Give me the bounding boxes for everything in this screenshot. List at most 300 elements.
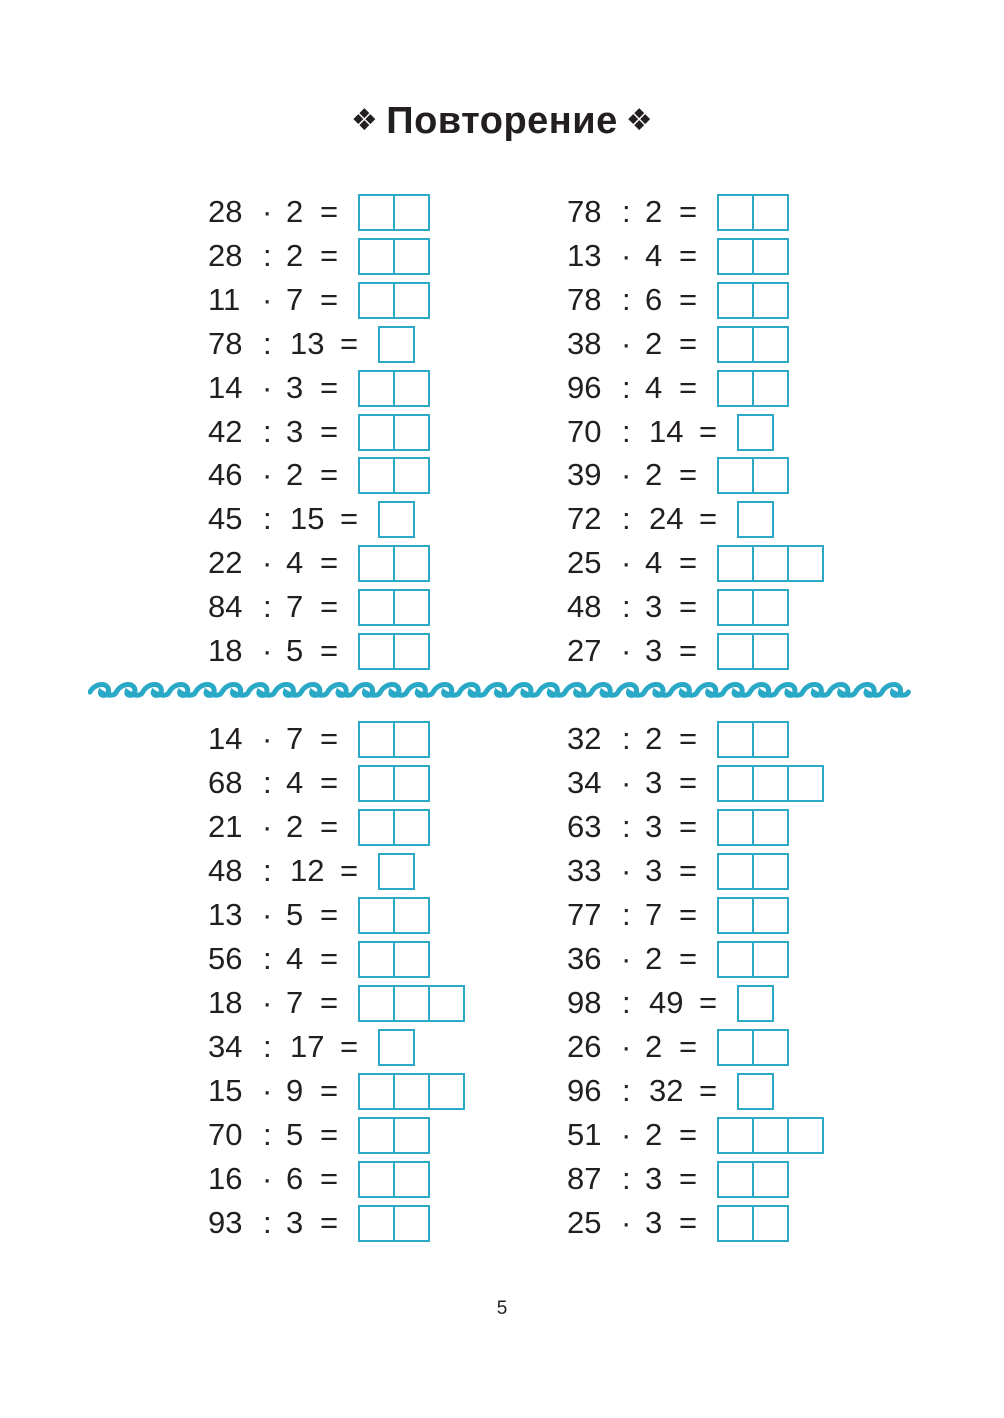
- equals-sign: =: [679, 237, 698, 273]
- answer-boxes: [358, 633, 430, 669]
- answer-digit-box[interactable]: [428, 1073, 465, 1110]
- equals-sign: =: [679, 721, 698, 756]
- operand-a: 36: [567, 941, 602, 976]
- equals-sign: =: [699, 985, 718, 1020]
- answer-digit-box[interactable]: [358, 1205, 395, 1242]
- equals-sign: =: [340, 501, 359, 537]
- answer-digit-box[interactable]: [393, 809, 430, 846]
- answer-boxes: [358, 721, 430, 757]
- answer-digit-box[interactable]: [358, 941, 395, 978]
- operand-b: 3: [286, 369, 304, 405]
- operand-b: 3: [286, 413, 304, 449]
- answer-boxes: [717, 1117, 824, 1153]
- answer-digit-box[interactable]: [717, 238, 754, 275]
- answer-digit-box[interactable]: [358, 1117, 395, 1154]
- answer-boxes: [358, 238, 430, 274]
- operand-b: 32: [649, 1073, 684, 1108]
- operand-b: 6: [645, 281, 663, 317]
- answer-boxes: [358, 809, 430, 845]
- answer-digit-box[interactable]: [717, 457, 754, 494]
- answer-digit-box[interactable]: [717, 1205, 754, 1242]
- equals-sign: =: [679, 1029, 698, 1064]
- answer-boxes: [358, 414, 430, 450]
- answer-digit-box[interactable]: [358, 238, 395, 275]
- equals-sign: =: [320, 589, 339, 625]
- answer-digit-box[interactable]: [737, 501, 774, 538]
- operand-a: 98: [567, 985, 602, 1020]
- operand-a: 21: [208, 809, 243, 844]
- title-text: Повторение: [386, 100, 618, 142]
- operand-a: 93: [208, 1205, 243, 1240]
- equals-sign: =: [699, 1073, 718, 1108]
- operand-a: 18: [208, 633, 243, 668]
- diamond-ornament-icon: ❖: [350, 104, 379, 137]
- operand-b: 7: [645, 897, 663, 932]
- operand-b: 3: [645, 1205, 663, 1240]
- operator-sign: ·: [262, 633, 273, 668]
- answer-boxes: [717, 633, 789, 669]
- answer-digit-box[interactable]: [752, 633, 789, 670]
- operator-sign: :: [622, 369, 631, 405]
- operand-b: 2: [645, 941, 663, 976]
- diamond-ornament-icon: ❖: [625, 104, 654, 137]
- equals-sign: =: [679, 1161, 698, 1196]
- operator-sign: :: [622, 809, 631, 844]
- operand-a: 27: [567, 633, 602, 668]
- operand-a: 51: [567, 1117, 602, 1152]
- operand-a: 14: [208, 369, 243, 405]
- operand-a: 72: [567, 501, 602, 537]
- equals-sign: =: [340, 1029, 359, 1064]
- operand-b: 5: [286, 1117, 304, 1152]
- operand-a: 96: [567, 369, 602, 405]
- answer-digit-box[interactable]: [393, 370, 430, 407]
- answer-digit-box[interactable]: [358, 1161, 395, 1198]
- operand-b: 24: [649, 501, 684, 537]
- operand-b: 4: [286, 765, 304, 800]
- answer-boxes: [717, 589, 789, 625]
- answer-boxes: [358, 370, 430, 406]
- operand-a: 46: [208, 457, 243, 493]
- operand-a: 28: [208, 237, 243, 273]
- operator-sign: :: [263, 1117, 272, 1152]
- operand-b: 3: [645, 1161, 663, 1196]
- operator-sign: ·: [621, 545, 632, 581]
- equals-sign: =: [320, 1117, 339, 1152]
- answer-digit-box[interactable]: [717, 897, 754, 934]
- operand-a: 18: [208, 985, 243, 1020]
- answer-digit-box[interactable]: [717, 545, 754, 582]
- equals-sign: =: [320, 1073, 339, 1108]
- operand-b: 3: [645, 633, 663, 668]
- operator-sign: :: [622, 897, 631, 932]
- answer-digit-box[interactable]: [393, 941, 430, 978]
- operator-sign: ·: [621, 941, 632, 976]
- answer-boxes: [358, 589, 430, 625]
- answer-digit-box[interactable]: [752, 326, 789, 363]
- answer-digit-box[interactable]: [393, 985, 430, 1022]
- operand-a: 45: [208, 501, 243, 537]
- answer-digit-box[interactable]: [358, 457, 395, 494]
- operand-a: 87: [567, 1161, 602, 1196]
- answer-digit-box[interactable]: [737, 985, 774, 1022]
- answer-digit-box[interactable]: [717, 370, 754, 407]
- answer-digit-box[interactable]: [737, 414, 774, 451]
- operator-sign: :: [622, 501, 631, 537]
- answer-digit-box[interactable]: [358, 897, 395, 934]
- equals-sign: =: [679, 325, 698, 361]
- answer-digit-box[interactable]: [393, 1117, 430, 1154]
- answer-digit-box[interactable]: [358, 545, 395, 582]
- operator-sign: ·: [262, 281, 273, 317]
- operator-sign: ·: [262, 809, 273, 844]
- operator-sign: ·: [621, 457, 632, 493]
- answer-digit-box[interactable]: [717, 589, 754, 626]
- equals-sign: =: [679, 589, 698, 625]
- answer-digit-box[interactable]: [752, 457, 789, 494]
- answer-digit-box[interactable]: [393, 238, 430, 275]
- equals-sign: =: [320, 1161, 339, 1196]
- answer-digit-box[interactable]: [717, 1029, 754, 1066]
- answer-digit-box[interactable]: [358, 282, 395, 319]
- answer-digit-box[interactable]: [717, 1117, 754, 1154]
- answer-boxes: [358, 1161, 430, 1197]
- operand-a: 34: [208, 1029, 243, 1064]
- answer-digit-box[interactable]: [393, 765, 430, 802]
- operand-b: 2: [286, 194, 304, 229]
- answer-digit-box[interactable]: [752, 194, 789, 231]
- operand-a: 13: [567, 237, 602, 273]
- answer-digit-box[interactable]: [378, 1029, 415, 1066]
- answer-digit-box[interactable]: [393, 282, 430, 319]
- operand-a: 48: [567, 589, 602, 625]
- answer-digit-box[interactable]: [717, 941, 754, 978]
- answer-digit-box[interactable]: [358, 721, 395, 758]
- operator-sign: ·: [621, 853, 632, 888]
- answer-digit-box[interactable]: [717, 326, 754, 363]
- operand-b: 4: [645, 237, 663, 273]
- operand-b: 15: [290, 501, 325, 537]
- operator-sign: :: [622, 985, 631, 1020]
- answer-digit-box[interactable]: [717, 194, 754, 231]
- operator-sign: :: [263, 413, 272, 449]
- answer-boxes: [717, 1029, 789, 1065]
- operand-a: 13: [208, 897, 243, 932]
- answer-digit-box[interactable]: [428, 985, 465, 1022]
- operator-sign: :: [622, 721, 631, 756]
- answer-digit-box[interactable]: [358, 414, 395, 451]
- equals-sign: =: [320, 369, 339, 405]
- equals-sign: =: [679, 281, 698, 317]
- operator-sign: ·: [262, 1073, 273, 1108]
- equals-sign: =: [320, 237, 339, 273]
- operator-sign: ·: [621, 765, 632, 800]
- operand-a: 34: [567, 765, 602, 800]
- operator-sign: ·: [262, 545, 273, 581]
- answer-boxes: [358, 457, 430, 493]
- operand-b: 9: [286, 1073, 304, 1108]
- answer-digit-box[interactable]: [358, 765, 395, 802]
- equals-sign: =: [340, 853, 359, 888]
- answer-boxes: [358, 1117, 430, 1153]
- equals-sign: =: [699, 413, 718, 449]
- answer-boxes: [737, 985, 774, 1021]
- equals-sign: =: [340, 325, 359, 361]
- equals-sign: =: [679, 809, 698, 844]
- operand-b: 3: [645, 809, 663, 844]
- operator-sign: ·: [262, 897, 273, 932]
- answer-digit-box[interactable]: [393, 457, 430, 494]
- operand-b: 14: [649, 413, 684, 449]
- answer-digit-box[interactable]: [752, 238, 789, 275]
- answer-digit-box[interactable]: [752, 370, 789, 407]
- operand-a: 22: [208, 545, 243, 581]
- operand-b: 3: [645, 853, 663, 888]
- answer-boxes: [717, 457, 789, 493]
- answer-digit-box[interactable]: [717, 633, 754, 670]
- answer-boxes: [717, 282, 789, 318]
- operand-b: 13: [290, 325, 325, 361]
- operand-a: 38: [567, 325, 602, 361]
- equals-sign: =: [320, 413, 339, 449]
- answer-digit-box[interactable]: [393, 1205, 430, 1242]
- answer-boxes: [358, 282, 430, 318]
- equals-sign: =: [320, 721, 339, 756]
- answer-boxes: [717, 809, 789, 845]
- operand-a: 39: [567, 457, 602, 493]
- operand-b: 7: [286, 985, 304, 1020]
- answer-digit-box[interactable]: [752, 941, 789, 978]
- operator-sign: :: [263, 765, 272, 800]
- operand-b: 4: [645, 545, 663, 581]
- operand-b: 4: [645, 369, 663, 405]
- answer-digit-box[interactable]: [393, 1073, 430, 1110]
- operand-a: 96: [567, 1073, 602, 1108]
- answer-boxes: [717, 721, 789, 757]
- operand-a: 78: [567, 194, 602, 229]
- operand-b: 4: [286, 941, 304, 976]
- operand-a: 78: [567, 281, 602, 317]
- answer-digit-box[interactable]: [752, 765, 789, 802]
- operand-a: 25: [567, 1205, 602, 1240]
- answer-digit-box[interactable]: [737, 1073, 774, 1110]
- operand-a: 56: [208, 941, 243, 976]
- equals-sign: =: [320, 809, 339, 844]
- operator-sign: ·: [262, 1161, 273, 1196]
- equals-sign: =: [320, 1205, 339, 1240]
- operand-b: 7: [286, 721, 304, 756]
- equals-sign: =: [320, 545, 339, 581]
- equals-sign: =: [679, 897, 698, 932]
- operand-b: 2: [645, 194, 663, 229]
- operand-a: 48: [208, 853, 243, 888]
- operand-a: 78: [208, 325, 243, 361]
- answer-digit-box[interactable]: [378, 501, 415, 538]
- answer-digit-box[interactable]: [358, 589, 395, 626]
- operator-sign: :: [263, 1029, 272, 1064]
- page-title: [0, 100, 1004, 143]
- operand-a: 16: [208, 1161, 243, 1196]
- equals-sign: =: [320, 281, 339, 317]
- answer-boxes: [378, 853, 415, 889]
- answer-digit-box[interactable]: [378, 853, 415, 890]
- operand-b: 6: [286, 1161, 304, 1196]
- answer-digit-box[interactable]: [393, 1161, 430, 1198]
- operator-sign: ·: [262, 194, 273, 229]
- operand-a: 84: [208, 589, 243, 625]
- answer-digit-box[interactable]: [358, 194, 395, 231]
- operator-sign: ·: [262, 721, 273, 756]
- equals-sign: =: [320, 941, 339, 976]
- operator-sign: :: [622, 413, 631, 449]
- equals-sign: =: [320, 897, 339, 932]
- operator-sign: ·: [621, 1029, 632, 1064]
- operand-b: 2: [645, 457, 663, 493]
- answer-digit-box[interactable]: [717, 1161, 754, 1198]
- operator-sign: ·: [262, 369, 273, 405]
- answer-digit-box[interactable]: [752, 545, 789, 582]
- operator-sign: :: [263, 853, 272, 888]
- answer-boxes: [737, 414, 774, 450]
- operand-b: 3: [645, 589, 663, 625]
- equals-sign: =: [679, 457, 698, 493]
- answer-boxes: [717, 194, 789, 230]
- answer-digit-box[interactable]: [752, 1117, 789, 1154]
- answer-digit-box[interactable]: [787, 1117, 824, 1154]
- answer-boxes: [717, 853, 789, 889]
- equals-sign: =: [679, 633, 698, 668]
- wave-divider: [88, 680, 914, 702]
- answer-digit-box[interactable]: [717, 765, 754, 802]
- operator-sign: ·: [262, 457, 273, 493]
- operand-a: 28: [208, 194, 243, 229]
- operand-b: 7: [286, 281, 304, 317]
- answer-digit-box[interactable]: [393, 633, 430, 670]
- answer-digit-box[interactable]: [752, 897, 789, 934]
- equals-sign: =: [320, 633, 339, 668]
- answer-boxes: [717, 941, 789, 977]
- answer-digit-box[interactable]: [752, 282, 789, 319]
- equals-sign: =: [699, 501, 718, 537]
- operand-a: 42: [208, 413, 243, 449]
- answer-digit-box[interactable]: [752, 853, 789, 890]
- equals-sign: =: [679, 765, 698, 800]
- operand-b: 2: [286, 809, 304, 844]
- answer-digit-box[interactable]: [752, 1161, 789, 1198]
- operator-sign: :: [263, 589, 272, 625]
- answer-digit-box[interactable]: [358, 370, 395, 407]
- operand-b: 7: [286, 589, 304, 625]
- answer-digit-box[interactable]: [752, 721, 789, 758]
- answer-digit-box[interactable]: [717, 721, 754, 758]
- operand-b: 2: [645, 1117, 663, 1152]
- operand-a: 63: [567, 809, 602, 844]
- answer-digit-box[interactable]: [717, 853, 754, 890]
- equals-sign: =: [320, 457, 339, 493]
- answer-boxes: [378, 501, 415, 537]
- operand-a: 77: [567, 897, 602, 932]
- operand-a: 68: [208, 765, 243, 800]
- operand-b: 2: [286, 457, 304, 493]
- operator-sign: :: [263, 325, 272, 361]
- operand-a: 26: [567, 1029, 602, 1064]
- answer-boxes: [378, 326, 415, 362]
- answer-digit-box[interactable]: [393, 414, 430, 451]
- operator-sign: ·: [621, 325, 632, 361]
- answer-boxes: [717, 370, 789, 406]
- answer-digit-box[interactable]: [358, 985, 395, 1022]
- answer-boxes: [737, 501, 774, 537]
- answer-boxes: [717, 897, 789, 933]
- answer-boxes: [358, 941, 430, 977]
- equals-sign: =: [679, 194, 698, 229]
- answer-boxes: [717, 765, 824, 801]
- operator-sign: :: [263, 1205, 272, 1240]
- answer-digit-box[interactable]: [393, 194, 430, 231]
- operand-b: 3: [286, 1205, 304, 1240]
- operand-b: 3: [645, 765, 663, 800]
- operator-sign: ·: [621, 633, 632, 668]
- operand-a: 11: [208, 281, 241, 317]
- answer-boxes: [717, 1205, 789, 1241]
- equals-sign: =: [679, 941, 698, 976]
- operator-sign: ·: [621, 1205, 632, 1240]
- answer-boxes: [358, 1073, 465, 1109]
- operand-b: 2: [645, 721, 663, 756]
- answer-digit-box[interactable]: [752, 589, 789, 626]
- equals-sign: =: [320, 985, 339, 1020]
- equals-sign: =: [320, 765, 339, 800]
- answer-digit-box[interactable]: [358, 1073, 395, 1110]
- operator-sign: ·: [262, 985, 273, 1020]
- operator-sign: :: [622, 194, 631, 229]
- equals-sign: =: [320, 194, 339, 229]
- equals-sign: =: [679, 369, 698, 405]
- operand-b: 5: [286, 633, 304, 668]
- answer-digit-box[interactable]: [717, 809, 754, 846]
- answer-digit-box[interactable]: [393, 545, 430, 582]
- answer-digit-box[interactable]: [787, 545, 824, 582]
- equals-sign: =: [679, 545, 698, 581]
- answer-boxes: [358, 765, 430, 801]
- operand-b: 17: [290, 1029, 325, 1064]
- answer-boxes: [378, 1029, 415, 1065]
- operand-b: 12: [290, 853, 325, 888]
- answer-digit-box[interactable]: [393, 589, 430, 626]
- operand-a: 70: [208, 1117, 243, 1152]
- equals-sign: =: [679, 1117, 698, 1152]
- operator-sign: ·: [621, 237, 632, 273]
- operand-b: 5: [286, 897, 304, 932]
- operand-a: 25: [567, 545, 602, 581]
- answer-digit-box[interactable]: [358, 809, 395, 846]
- answer-digit-box[interactable]: [378, 326, 415, 363]
- operator-sign: ·: [621, 1117, 632, 1152]
- answer-digit-box[interactable]: [752, 1205, 789, 1242]
- answer-digit-box[interactable]: [717, 282, 754, 319]
- answer-digit-box[interactable]: [752, 809, 789, 846]
- answer-digit-box[interactable]: [393, 897, 430, 934]
- answer-boxes: [358, 194, 430, 230]
- answer-digit-box[interactable]: [358, 633, 395, 670]
- operator-sign: :: [263, 941, 272, 976]
- answer-digit-box[interactable]: [393, 721, 430, 758]
- answer-boxes: [717, 326, 789, 362]
- page-number: 5: [496, 1298, 508, 1319]
- answer-digit-box[interactable]: [787, 765, 824, 802]
- operand-a: 14: [208, 721, 243, 756]
- answer-digit-box[interactable]: [752, 1029, 789, 1066]
